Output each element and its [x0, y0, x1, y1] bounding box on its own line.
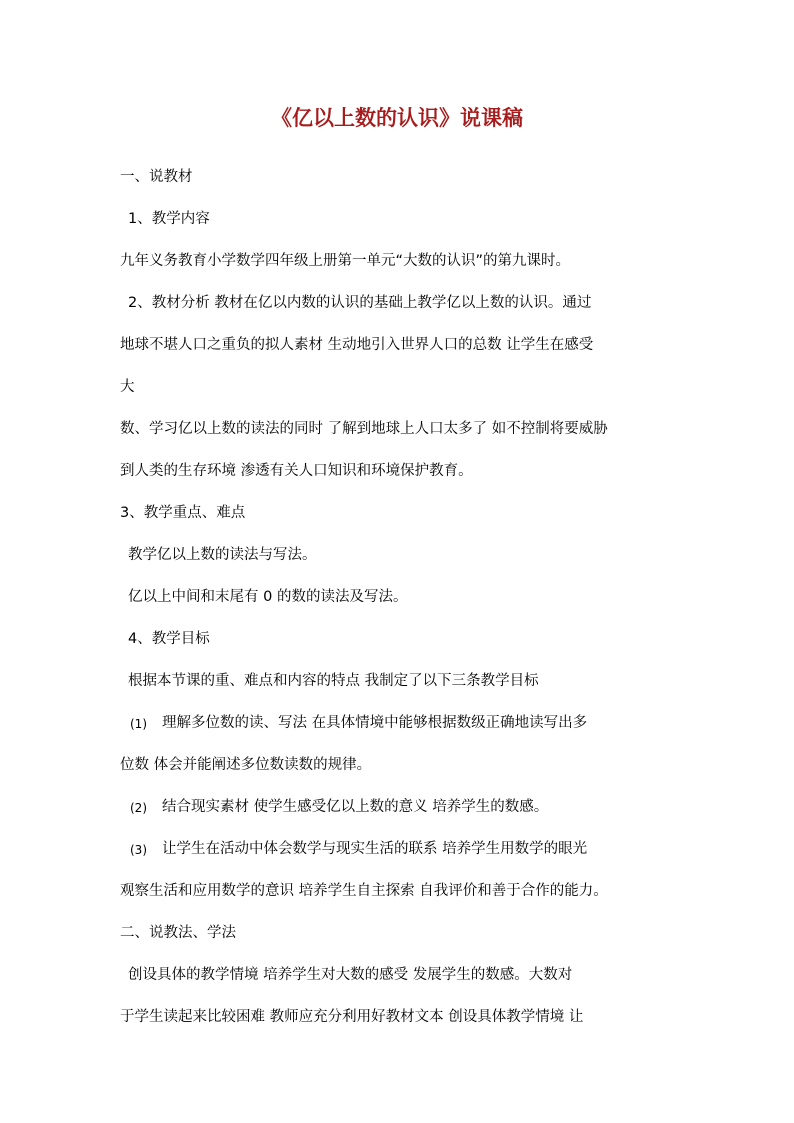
paragraph-line: 地球不堪人口之重负的拟人素材 生动地引入世界人口的总数 让学生在感受 [120, 337, 594, 353]
paragraph-line: 2、教材分析 教材在亿以内数的认识的基础上教学亿以上数的认识。通过 [128, 295, 592, 311]
paragraph-line: 根据本节课的重、难点和内容的特点 我制定了以下三条教学目标 [128, 673, 539, 689]
subheading-key-points: 3、教学重点、难点 [120, 505, 246, 521]
subheading-teaching-content: 1、教学内容 [128, 211, 210, 227]
paragraph-line: 位数 体会并能阐述多位数读数的规律。 [120, 757, 372, 773]
paragraph-line: 到人类的生存环境 渗透有关人口知识和环境保护教育。 [120, 463, 473, 479]
subheading-teaching-goals: 4、教学目标 [128, 631, 210, 647]
paragraph-line: 教学亿以上数的读法与写法。 [128, 547, 317, 563]
document-title: 《亿以上数的认识》说课稿 [271, 105, 523, 130]
list-item-text: 让学生在活动中体会数学与现实生活的联系 培养学生用数学的眼光 [162, 841, 588, 857]
paragraph-line: 九年义务教育小学数学四年级上册第一单元“大数的认识”的第九课时。 [120, 253, 571, 269]
paragraph-line: 于学生读起来比较困难 教师应充分利用好教材文本 创设具体教学情境 让 [120, 1009, 584, 1025]
paragraph-line: 创设具体的教学情境 培养学生对大数的感受 发展学生的数感。大数对 [128, 967, 573, 983]
paragraph-line: 数、学习亿以上数的读法的同时 了解到地球上人口太多了 如不控制将要威胁 [120, 421, 608, 437]
list-item-text: 结合现实素材 使学生感受亿以上数的意义 培养学生的数感。 [162, 799, 549, 815]
section-heading-methods: 二、说教法、学法 [120, 925, 236, 941]
paragraph-line: 亿以上中间和末尾有 0 的数的读法及写法。 [128, 589, 408, 605]
paragraph-line: 观察生活和应用数学的意识 培养学生自主探索 自我评价和善于合作的能力。 [120, 883, 608, 899]
list-marker-3: (3) [130, 843, 147, 857]
list-marker-2: (2) [130, 801, 147, 815]
section-heading-textbook: 一、说教材 [120, 169, 193, 185]
list-item-text: 理解多位数的读、写法 在具体情境中能够根据数级正确地读写出多 [162, 715, 588, 731]
list-marker-1: (1) [130, 717, 147, 731]
paragraph-line: 大 [120, 379, 135, 395]
